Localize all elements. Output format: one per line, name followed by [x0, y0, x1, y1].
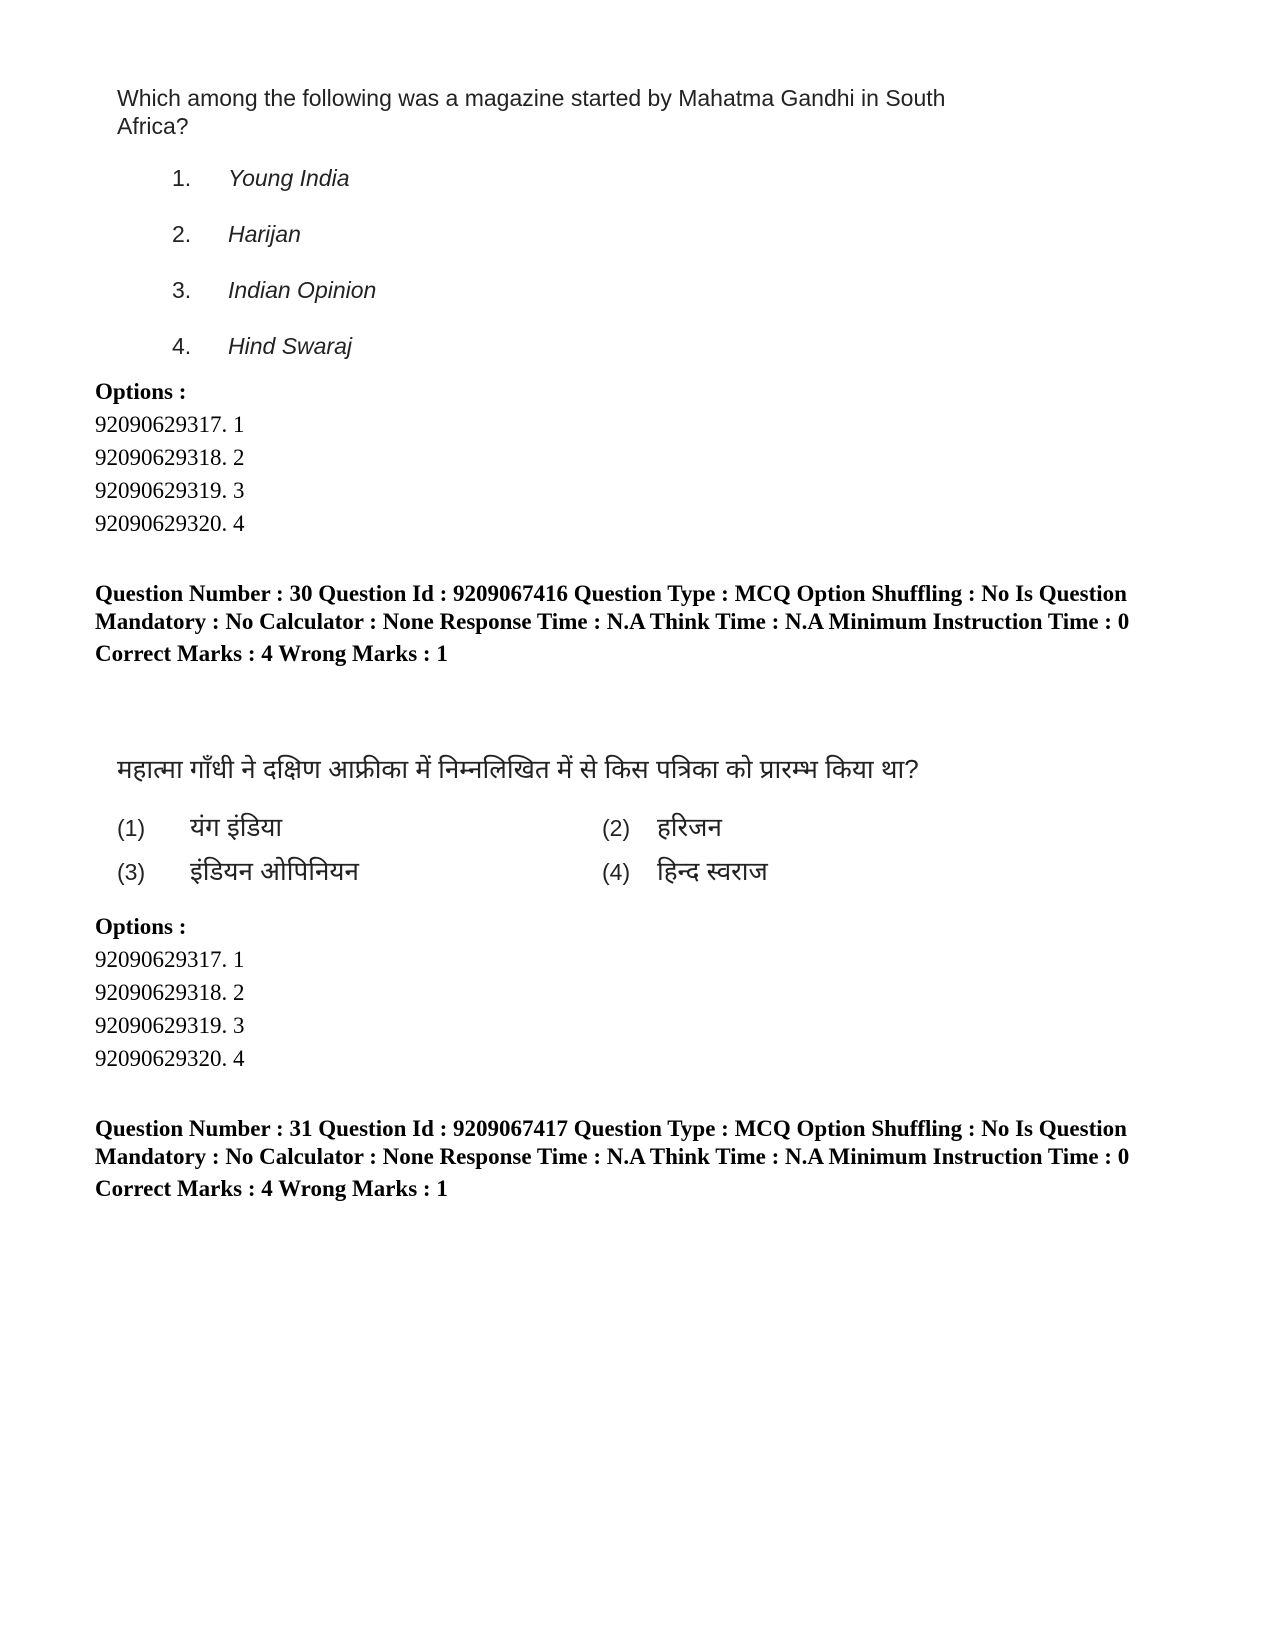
option-number: 3.	[172, 277, 192, 303]
english-option-item	[172, 277, 376, 333]
options-heading: Options :	[95, 914, 187, 939]
option-number: (4)	[602, 859, 631, 885]
option-number: 2.	[172, 221, 192, 247]
question-meta-block	[95, 1115, 1175, 1203]
option-id-line: 92090629320. 4	[95, 1046, 245, 1071]
question-meta: Question Number : 31 Question Id : 9209067417 Question Type : MCQ Option Shuffling : No Is Question Mandatory : No Calculator : None Response Time : N.A Think Time : N.A Minimum Instruction Time : 0	[95, 1116, 1130, 1169]
option-id-line: 92090629318. 2	[95, 445, 245, 470]
question-meta: Question Number : 30 Question Id : 9209067416 Question Type : MCQ Option Shuffling : No Is Question Mandatory : No Calculator : None Response Time : N.A Think Time : N.A Minimum Instruction Time : 0	[95, 581, 1130, 634]
option-number: 4.	[172, 333, 192, 359]
option-id-line: 92090629317. 1	[95, 412, 245, 437]
option-id-line: 92090629319. 3	[95, 478, 245, 503]
option-id-line: 92090629318. 2	[95, 980, 245, 1005]
english-option-item	[172, 165, 376, 221]
hindi-option-grid	[117, 808, 817, 888]
options-block	[95, 375, 245, 540]
option-number: (1)	[117, 815, 146, 841]
option-text: हिन्द स्वराज	[657, 856, 768, 886]
hindi-option-item	[602, 808, 817, 844]
options-heading: Options :	[95, 379, 187, 404]
hindi-option-item	[602, 852, 817, 888]
option-text: हरिजन	[657, 812, 722, 842]
question-text-hindi: महात्मा गाँधी ने दक्षिण आफ्रीका में निम्नलिखित में से किस पत्रिका को प्रारम्भ किया था?	[117, 754, 919, 784]
option-text: इंडियन ओपिनियन	[190, 856, 359, 886]
option-id-line: 92090629317. 1	[95, 947, 245, 972]
english-option-list	[172, 165, 376, 389]
option-text: यंग इंडिया	[190, 812, 283, 842]
hindi-option-item	[117, 808, 602, 844]
options-block	[95, 910, 245, 1075]
option-text: Young India	[228, 165, 350, 191]
question-marks: Correct Marks : 4 Wrong Marks : 1	[95, 641, 448, 666]
option-number: 1.	[172, 165, 192, 191]
question-text-english: Which among the following was a magazine started by Mahatma Gandhi in South Africa?	[117, 85, 946, 139]
option-number: (3)	[117, 859, 146, 885]
question-meta-block	[95, 580, 1175, 668]
option-text: Hind Swaraj	[228, 333, 352, 359]
option-text: Indian Opinion	[228, 277, 377, 303]
hindi-option-item	[117, 852, 602, 888]
option-number: (2)	[602, 815, 631, 841]
option-id-line: 92090629319. 3	[95, 1013, 245, 1038]
english-option-item	[172, 221, 376, 277]
option-text: Harijan	[228, 221, 301, 247]
question-marks: Correct Marks : 4 Wrong Marks : 1	[95, 1176, 448, 1201]
option-id-line: 92090629320. 4	[95, 511, 245, 536]
